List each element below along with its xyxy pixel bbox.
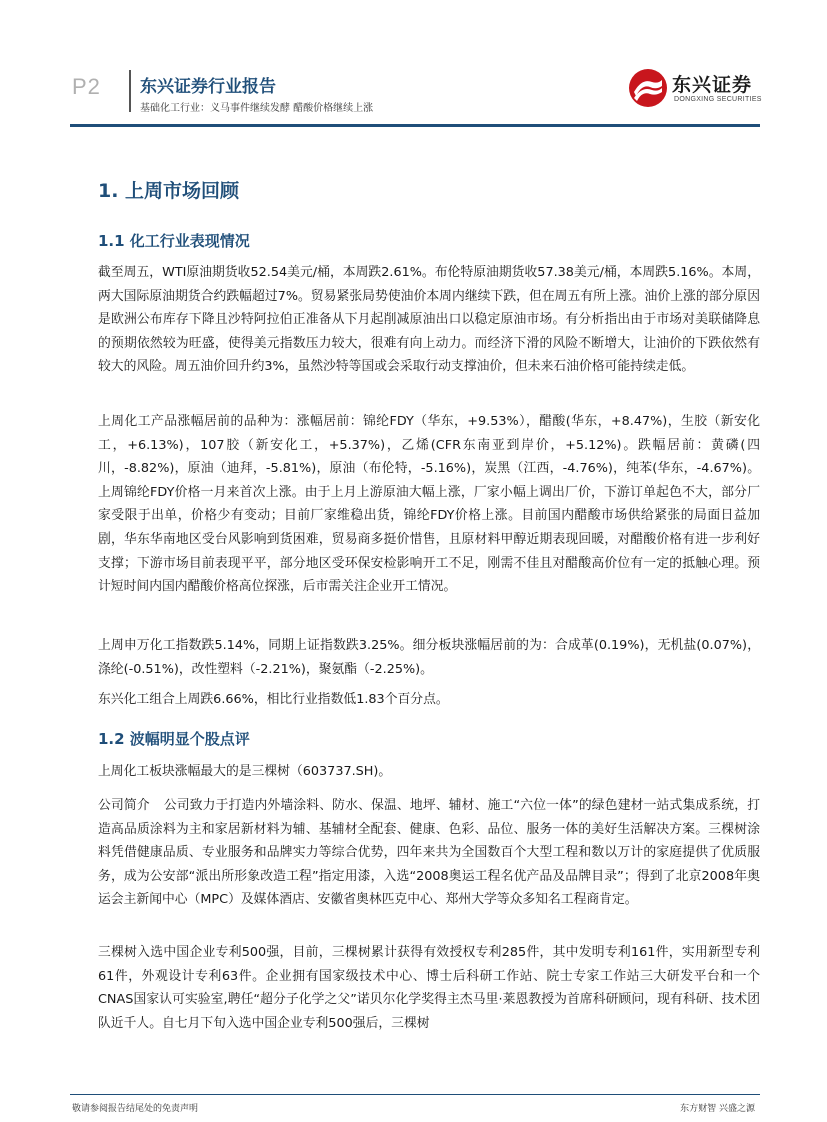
- company-intro-text: 公司致力于打造内外墙涂料、防水、保温、地坪、辅材、施工“六位一体”的绿色建材一站式集成系统，打造高品质涂料为主和家居新材料为辅、基辅材全配套、健康、色彩、品位、服务一体的美好生活解决方案。三棵树涂料凭借健康品质、专业服务和品牌实力等综合优势，四年来共为全国数百个大型工程和数以万计的家庭提供了优质服务，成为公安部“派出所形象改造工程”指定用漆，入选“2008奥运工程名优产品及品牌目录”；得到了北京2008年奥运会主新闻中心（MPC）及媒体酒店、安徽省奥林匹克中心、郑州大学等众多知名工程商肯定。: [98, 798, 761, 908]
- footer-slogan: 东方财智 兴盛之源: [680, 1104, 755, 1114]
- paragraph-company-intro: [98, 794, 760, 912]
- paragraph-patents: 三棵树入选中国企业专利500强，目前，三棵树累计获得有效授权专利285件，其中发明专利161件，实用新型专利61件，外观设计专利63件。企业拥有国家级技术中心、博士后科研工作站、院士专家工作站三大研发平台和一个CNAS国家认可实验室,聘任“超分子化学之父”诺贝尔化学奖得主杰马里·莱恩教授为首席科研顾问，现有科研、技术团队近千人。自七月下旬入选中国企业专利500强后，三棵树: [98, 945, 760, 1031]
- logo-text-en: DONGXING SECURITIES: [674, 96, 762, 103]
- paragraph-top-stock: 上周化工板块涨幅最大的是三棵树（603737.SH)。: [98, 764, 392, 779]
- footer-rule: [70, 1094, 760, 1095]
- paragraph-portfolio: 东兴化工组合上周跌6.66%，相比行业指数低1.83个百分点。: [98, 692, 449, 707]
- footer-disclaimer: 敬请参阅报告结尾处的免责声明: [72, 1104, 199, 1114]
- header-divider: [129, 70, 131, 112]
- subsection-heading-1-1: 1.1 化工行业表现情况: [98, 232, 250, 250]
- paragraph-products: 上周化工产品涨幅居前的品种为：涨幅居前：锦纶FDY（华东，+9.53%），醋酸(华东，+8.47%)，生胶（新安化工，+6.13%)，107胶（新安化工，+5.37%)，乙烯(CFR东南亚到岸价，+5.12%)。跌幅居前：黄磷(四川，-8.82%)，原油（迪拜，-5.81%)，原油（布伦特，-5.16%)，炭黑（江西，-4.76%)，纯苯(华东，-4.67%)。上周锦纶FDY价格一月来首次上涨。由于上月上游原油大幅上涨，厂家小幅上调出厂价，下游订单起色不大，部分厂家受限于出单，价格少有变动；目前厂家维稳出货，锦纶FDY价格上涨。目前国内醋酸市场供给紧张的局面日益加剧，华东华南地区受台风影响到货困难，贸易商多挺价惜售，且原材料甲醇近期表现回暖，对醋酸价格有进一步利好支撑；下游市场目前表现平平，部分地区受环保安检影响开工不足，刚需不佳且对醋酸高价位有一定的抵触心理。预计短时间内国内醋酸价格高位探涨，后市需关注企业开工情况。: [98, 414, 760, 595]
- paragraph-oil: 截至周五，WTI原油期货收52.54美元/桶，本周跌2.61%。布伦特原油期货收57.38美元/桶，本周跌5.16%。本周，两大国际原油期货合约跌幅超过7%。贸易紧张局势使油价本周内继续下跌，但在周五有所上涨。油价上涨的部分原因是欧洲公布库存下降且沙特阿拉伯正准备从下月起削减原油出口以稳定原油市场。有分析指出由于市场对美联储降息的预期依然较为旺盛，使得美元指数压力较大，很难有向上动力。而经济下滑的风险不断增大，让油价的下跌依然有较大的风险。周五油价回升约3%，虽然沙特等国或会采取行动支撑油价，但未来石油价格可能持续走低。: [98, 265, 760, 375]
- report-title: 东兴证券行业报告: [140, 77, 276, 97]
- logo-mark-icon: [628, 68, 668, 108]
- company-intro-label: 公司简介: [98, 798, 150, 813]
- logo-text-cn: 东兴证券: [672, 74, 753, 96]
- report-subtitle: 基础化工行业：义马事件继续发酵 醋酸价格继续上涨: [140, 103, 374, 114]
- header-rule: [70, 124, 760, 127]
- company-logo: [628, 68, 768, 112]
- page-number: P2: [72, 74, 101, 99]
- subsection-heading-1-2: 1.2 波幅明显个股点评: [98, 730, 250, 748]
- paragraph-index: 上周申万化工指数跌5.14%，同期上证指数跌3.25%。细分板块涨幅居前的为：合成革(0.19%)，无机盐(0.07%)，涤纶(-0.51%)，改性塑料（-2.21%)，聚氨酯（-2.25%)。: [98, 638, 760, 677]
- section-heading: 1. 上周市场回顾: [98, 180, 240, 202]
